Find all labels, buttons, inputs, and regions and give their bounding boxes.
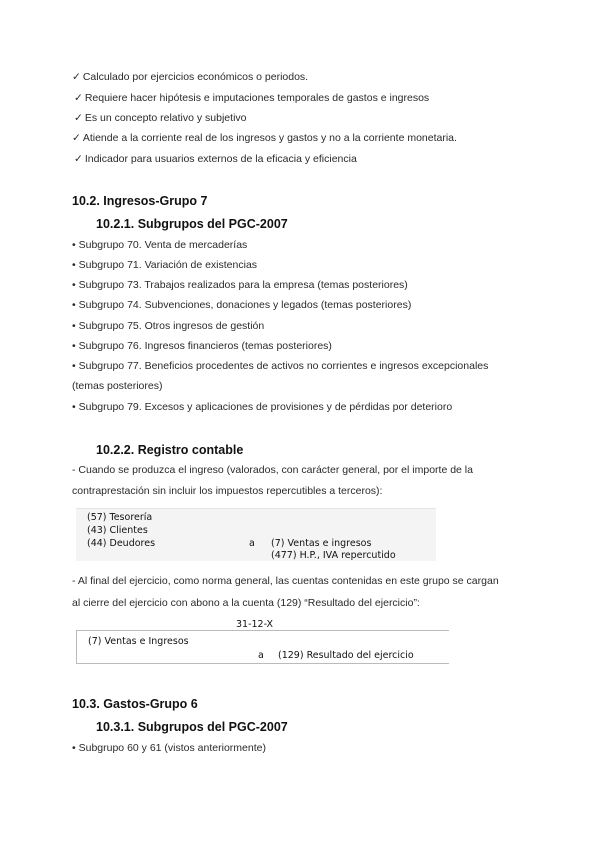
check-icon: ✓ <box>72 132 81 144</box>
check-icon: ✓ <box>74 112 83 124</box>
paragraph-line: al cierre del ejercicio con abono a la cuenta (129) “Resultado del ejercicio”: <box>72 597 420 609</box>
check-item: ✓ Es un concepto relativo y subjetivo <box>74 112 247 124</box>
bullet-icon: • <box>72 239 76 251</box>
bullet-icon: • <box>72 320 76 332</box>
list-item: • Subgrupo 71. Variación de existencias <box>72 259 258 271</box>
bullet-icon: • <box>72 259 76 271</box>
paragraph-line: - Cuando se produzca el ingreso (valorados, con carácter general, por el importe de la <box>72 464 473 476</box>
list-item: • Subgrupo 60 y 61 (vistos anteriormente) <box>72 742 266 754</box>
list-item: • Subgrupo 73. Trabajos realizados para la empresa (temas posteriores) <box>72 279 408 291</box>
entry-connector: a <box>249 538 255 549</box>
bullet-icon: • <box>72 299 76 311</box>
debit-account: (44) Deudores <box>87 538 156 549</box>
bullet-icon: • <box>72 401 76 413</box>
list-item: • Subgrupo 77. Beneficios procedentes de activos no corrientes e ingresos excepcionales <box>72 360 489 372</box>
check-icon: ✓ <box>74 92 83 104</box>
credit-account: (7) Ventas e ingresos <box>271 538 372 549</box>
list-item: • Subgrupo 79. Excesos y aplicaciones de provisiones y de pérdidas por deterioro <box>72 401 453 413</box>
check-icon: ✓ <box>72 71 81 83</box>
list-item: • Subgrupo 75. Otros ingresos de gestión <box>72 320 265 332</box>
check-icon: ✓ <box>74 153 83 165</box>
subsection-heading-10-3-1: 10.3.1. Subgrupos del PGC-2007 <box>96 720 288 734</box>
credit-account: (129) Resultado del ejercicio <box>278 650 414 661</box>
bullet-icon: • <box>72 360 76 372</box>
check-item: ✓ Atiende a la corriente real de los ingresos y gastos y no a la corriente monetaria. <box>72 132 457 144</box>
check-item: ✓ Indicador para usuarios externos de la eficacia y eficiencia <box>74 153 357 165</box>
debit-account: (43) Clientes <box>87 525 148 536</box>
section-heading-10-3: 10.3. Gastos-Grupo 6 <box>72 697 198 711</box>
list-item-continuation: (temas posteriores) <box>72 380 163 392</box>
journal-entry-box <box>76 508 436 561</box>
bullet-icon: • <box>72 279 76 291</box>
list-item: • Subgrupo 76. Ingresos financieros (temas posteriores) <box>72 340 332 352</box>
bullet-icon: • <box>72 340 76 352</box>
check-item: ✓ Calculado por ejercicios económicos o periodos. <box>72 71 309 83</box>
journal-entry-box <box>76 630 449 664</box>
paragraph-line: contraprestación sin incluir los impuestos repercutibles a terceros): <box>72 485 383 497</box>
list-item: • Subgrupo 74. Subvenciones, donaciones y legados (temas posteriores) <box>72 299 412 311</box>
credit-account: (477) H.P., IVA repercutido <box>271 550 396 561</box>
check-item: ✓ Requiere hacer hipótesis e imputaciones temporales de gastos e ingresos <box>74 92 430 104</box>
subsection-heading-10-2-2: 10.2.2. Registro contable <box>96 443 244 457</box>
debit-account: (7) Ventas e Ingresos <box>88 636 189 647</box>
entry-connector: a <box>258 650 264 661</box>
list-item: • Subgrupo 70. Venta de mercaderías <box>72 239 248 251</box>
subsection-heading-10-2-1: 10.2.1. Subgrupos del PGC-2007 <box>96 217 288 231</box>
entry-date: 31-12-X <box>236 619 274 630</box>
bullet-icon: • <box>72 742 76 754</box>
paragraph-line: - Al final del ejercicio, como norma general, las cuentas contenidas en este grupo se cargan <box>72 575 499 587</box>
section-heading-10-2: 10.2. Ingresos-Grupo 7 <box>72 194 208 208</box>
debit-account: (57) Tesorería <box>87 512 153 523</box>
